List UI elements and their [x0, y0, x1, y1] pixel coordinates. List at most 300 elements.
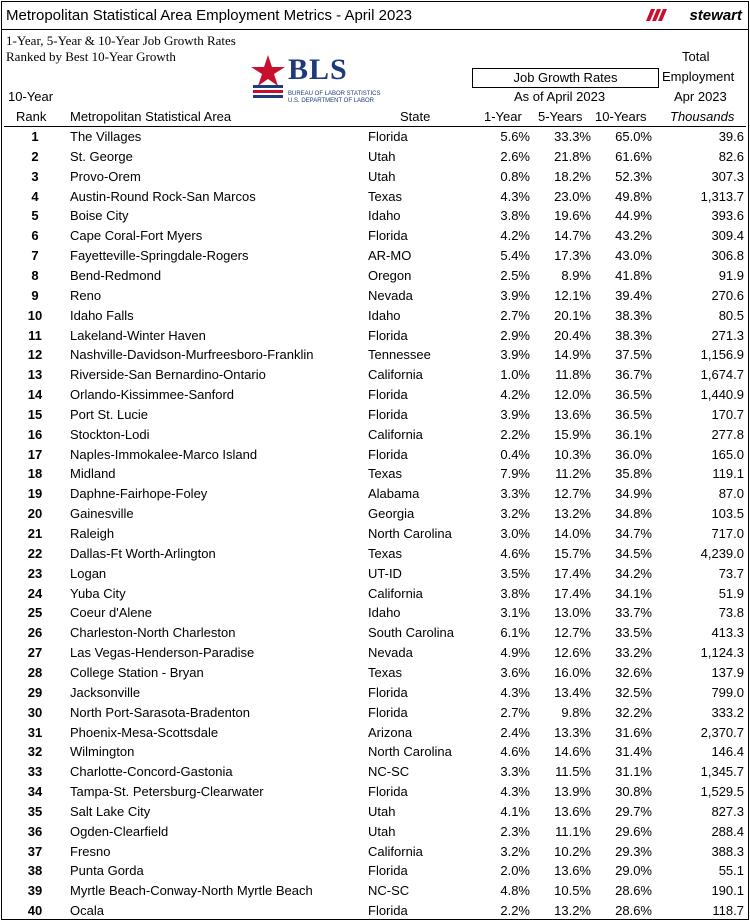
- growth-10yr-cell: 29.0%: [615, 863, 652, 879]
- growth-1yr-cell: 1.0%: [500, 367, 530, 383]
- growth-10yr-cell: 35.8%: [615, 466, 652, 482]
- table-row: [2, 723, 748, 743]
- table-row: [2, 504, 748, 524]
- growth-5yr-cell: 14.7%: [554, 228, 591, 244]
- growth-10yr-cell: 28.6%: [615, 883, 652, 899]
- msa-name-cell: Jacksonville: [70, 684, 141, 700]
- growth-1yr-cell: 3.9%: [500, 347, 530, 363]
- employment-cell: 799.0: [711, 684, 744, 700]
- growth-5yr-cell: 14.0%: [554, 526, 591, 541]
- employment-cell: 118.7: [712, 903, 744, 919]
- state-cell: Florida: [368, 903, 408, 919]
- employment-cell: 717.0: [711, 526, 744, 541]
- table-row: [2, 167, 748, 187]
- growth-1yr-cell: 3.3%: [500, 764, 530, 780]
- as-of-header: As of April 2023: [514, 89, 606, 104]
- employment-cell: 1,529.5: [700, 784, 744, 800]
- msa-name-cell: Idaho Falls: [70, 307, 134, 323]
- bls-star-icon: [250, 55, 286, 99]
- table-row: [2, 663, 748, 683]
- growth-10yr-cell: 61.6%: [615, 148, 652, 164]
- growth-10yr-cell: 36.5%: [615, 387, 652, 403]
- state-cell: North Carolina: [368, 744, 452, 760]
- table-row: [2, 782, 748, 802]
- table-row: [2, 623, 748, 643]
- rank-cell: 37: [27, 843, 43, 859]
- msa-name-cell: Tampa-St. Petersburg-Clearwater: [70, 784, 264, 800]
- growth-10yr-cell: 32.6%: [615, 664, 652, 680]
- growth-10yr-cell: 29.3%: [615, 843, 652, 859]
- employment-header-total: Total: [682, 49, 710, 64]
- bls-bureau-text: BUREAU OF LABOR STATISTICS: [288, 91, 381, 97]
- growth-5yr-cell: 15.7%: [554, 545, 591, 561]
- growth-10yr-cell: 43.0%: [615, 248, 652, 264]
- growth-1yr-cell: 2.7%: [500, 307, 530, 323]
- rank-cell: 30: [27, 704, 43, 720]
- table-row: [2, 861, 748, 881]
- rank-cell: 1: [31, 129, 39, 144]
- growth-1yr-cell: 2.7%: [500, 704, 530, 720]
- msa-name-cell: College Station - Bryan: [70, 664, 204, 680]
- employment-cell: 393.6: [711, 208, 744, 224]
- employment-header-date: Apr 2023: [674, 89, 727, 104]
- msa-name-cell: Wilmington: [70, 744, 135, 760]
- growth-10yr-cell: 65.0%: [615, 129, 652, 144]
- employment-cell: 288.4: [711, 823, 744, 839]
- growth-5yr-cell: 14.9%: [554, 347, 591, 363]
- table-row: [2, 544, 748, 564]
- msa-name-cell: Charlotte-Concord-Gastonia: [70, 764, 233, 780]
- bls-logo: [250, 53, 381, 107]
- growth-5yr-cell: 13.9%: [554, 784, 591, 800]
- state-cell: Tennessee: [368, 347, 431, 363]
- growth-10yr-cell: 52.3%: [615, 168, 652, 184]
- table-row: [2, 683, 748, 703]
- rank-header: Rank: [16, 109, 47, 124]
- growth-1yr-cell: 4.3%: [500, 784, 530, 800]
- table-row: [2, 881, 748, 901]
- msa-name-cell: North Port-Sarasota-Bradenton: [70, 704, 250, 720]
- state-cell: Florida: [368, 387, 408, 403]
- msa-name-cell: Riverside-San Bernardino-Ontario: [70, 367, 266, 383]
- employment-header-units: Thousands: [670, 109, 735, 124]
- growth-1yr-cell: 6.1%: [500, 625, 530, 641]
- table-row: [2, 306, 748, 326]
- employment-cell: 4,239.0: [700, 545, 744, 561]
- state-cell: California: [368, 426, 423, 442]
- growth-5yr-cell: 17.4%: [554, 585, 591, 601]
- year1-header: 1-Year: [484, 109, 522, 124]
- table-row: [2, 742, 748, 762]
- state-cell: South Carolina: [368, 625, 454, 641]
- growth-5yr-cell: 11.2%: [555, 466, 591, 482]
- state-cell: North Carolina: [368, 526, 452, 541]
- msa-name-cell: Lakeland-Winter Haven: [70, 327, 206, 343]
- growth-10yr-cell: 49.8%: [615, 188, 652, 204]
- growth-10yr-cell: 34.2%: [615, 565, 652, 581]
- msa-name-cell: Phoenix-Mesa-Scottsdale: [70, 724, 219, 740]
- employment-cell: 146.4: [711, 744, 744, 760]
- table-row: [2, 405, 748, 425]
- employment-cell: 333.2: [711, 704, 744, 720]
- state-cell: Idaho: [368, 605, 401, 621]
- state-cell: Florida: [368, 863, 408, 879]
- rank-cell: 38: [27, 863, 43, 879]
- employment-cell: 827.3: [711, 803, 744, 819]
- rank-cell: 5: [31, 208, 39, 224]
- msa-name-cell: Raleigh: [70, 526, 115, 541]
- growth-1yr-cell: 2.9%: [500, 327, 530, 343]
- growth-1yr-cell: 4.6%: [500, 744, 530, 760]
- growth-1yr-cell: 3.2%: [500, 506, 530, 522]
- table-row: [2, 802, 748, 822]
- table-row: [2, 385, 748, 405]
- growth-1yr-cell: 4.3%: [500, 188, 530, 204]
- growth-5yr-cell: 17.4%: [554, 565, 591, 581]
- employment-cell: 82.6: [718, 148, 744, 164]
- state-cell: Florida: [368, 704, 408, 720]
- growth-1yr-cell: 4.1%: [500, 803, 530, 819]
- state-cell: Florida: [368, 228, 408, 244]
- growth-1yr-cell: 3.1%: [500, 605, 530, 621]
- growth-1yr-cell: 4.2%: [500, 228, 530, 244]
- rank-cell: 9: [31, 287, 39, 303]
- table-row: [2, 564, 748, 584]
- growth-5yr-cell: 13.2%: [554, 903, 591, 919]
- msa-name-cell: Stockton-Lodi: [70, 426, 150, 442]
- table-row: [2, 822, 748, 842]
- growth-1yr-cell: 4.8%: [500, 883, 530, 899]
- employment-cell: 73.8: [718, 605, 744, 621]
- msa-name-cell: Reno: [70, 287, 102, 303]
- rank-cell: 25: [27, 605, 43, 621]
- stewart-brand: stewart: [689, 7, 742, 24]
- rank-cell: 29: [27, 684, 43, 700]
- bls-wordmark: BLS: [288, 53, 348, 86]
- growth-10yr-cell: 34.1%: [615, 585, 652, 601]
- table-row: [2, 147, 748, 167]
- employment-cell: 277.8: [711, 426, 744, 442]
- growth-10yr-cell: 44.9%: [615, 208, 652, 224]
- state-cell: Florida: [368, 784, 408, 800]
- state-cell: Arizona: [368, 724, 413, 740]
- msa-name-cell: Bend-Redmond: [70, 267, 162, 283]
- state-cell: Texas: [368, 188, 402, 204]
- growth-5yr-cell: 13.4%: [554, 684, 591, 700]
- rank-cell: 13: [27, 367, 43, 383]
- growth-10yr-cell: 36.1%: [615, 426, 652, 442]
- growth-1yr-cell: 5.6%: [500, 129, 530, 144]
- msa-name-cell: St. George: [70, 148, 133, 164]
- growth-1yr-cell: 2.6%: [500, 148, 530, 164]
- msa-name-cell: Gainesville: [70, 506, 134, 522]
- table-row: [2, 127, 748, 147]
- employment-cell: 1,124.3: [700, 645, 744, 661]
- table-row: [2, 484, 748, 504]
- state-cell: California: [368, 367, 423, 383]
- growth-1yr-cell: 3.5%: [500, 565, 530, 581]
- table-row: [2, 703, 748, 723]
- growth-1yr-cell: 0.8%: [500, 168, 530, 184]
- growth-rates-group-header: Job Growth Rates: [472, 68, 659, 88]
- table-row: [2, 345, 748, 365]
- year10-header: 10-Years: [595, 109, 647, 124]
- employment-cell: 91.9: [718, 267, 744, 283]
- table-row: [2, 445, 748, 465]
- growth-10yr-cell: 33.2%: [615, 645, 652, 661]
- growth-5yr-cell: 13.3%: [554, 724, 591, 740]
- growth-1yr-cell: 5.4%: [500, 248, 530, 264]
- rank-cell: 35: [27, 803, 43, 819]
- employment-cell: 2,370.7: [700, 724, 744, 740]
- growth-1yr-cell: 3.9%: [500, 287, 530, 303]
- growth-5yr-cell: 12.1%: [554, 287, 591, 303]
- msa-name-cell: Myrtle Beach-Conway-North Myrtle Beach: [70, 883, 313, 899]
- msa-name-cell: The Villages: [70, 129, 142, 144]
- growth-5yr-cell: 15.9%: [554, 426, 591, 442]
- metrics-sheet: [1, 1, 749, 920]
- rank-cell: 26: [27, 625, 43, 641]
- growth-10yr-cell: 31.4%: [615, 744, 652, 760]
- table-row: [2, 286, 748, 306]
- msa-name-cell: Yuba City: [70, 585, 126, 601]
- growth-10yr-cell: 32.5%: [615, 684, 652, 700]
- growth-5yr-cell: 33.3%: [554, 129, 591, 144]
- table-row: [2, 266, 748, 286]
- employment-cell: 190.1: [711, 883, 744, 899]
- growth-10yr-cell: 34.7%: [615, 526, 652, 541]
- table-row: [2, 643, 748, 663]
- subtitle-growth: 1-Year, 5-Year & 10-Year Job Growth Rates: [6, 33, 236, 48]
- state-cell: Utah: [368, 823, 396, 839]
- growth-10yr-cell: 34.5%: [615, 545, 652, 561]
- growth-5yr-cell: 14.6%: [554, 744, 591, 760]
- growth-5yr-cell: 11.1%: [555, 823, 591, 839]
- employment-cell: 119.1: [712, 466, 744, 482]
- growth-5yr-cell: 10.3%: [554, 446, 591, 462]
- growth-1yr-cell: 3.8%: [500, 208, 530, 224]
- table-row: [2, 603, 748, 623]
- employment-cell: 309.4: [711, 228, 744, 244]
- msa-name-cell: Punta Gorda: [70, 863, 144, 879]
- growth-10yr-cell: 36.0%: [615, 446, 652, 462]
- growth-5yr-cell: 23.0%: [554, 188, 591, 204]
- state-cell: NC-SC: [368, 764, 410, 780]
- rank-cell: 23: [27, 565, 43, 581]
- growth-10yr-cell: 37.5%: [615, 347, 652, 363]
- growth-1yr-cell: 4.3%: [500, 684, 530, 700]
- msa-name-cell: Boise City: [70, 208, 129, 224]
- growth-10yr-cell: 36.7%: [615, 367, 652, 383]
- growth-5yr-cell: 13.6%: [554, 406, 591, 422]
- growth-10yr-cell: 38.3%: [615, 327, 652, 343]
- table-row: [2, 842, 748, 862]
- rank-cell: 39: [27, 883, 43, 899]
- growth-1yr-cell: 3.8%: [500, 585, 530, 601]
- employment-cell: 1,440.9: [700, 387, 744, 403]
- state-cell: California: [368, 585, 423, 601]
- table-row: [2, 326, 748, 346]
- msa-name-cell: Port St. Lucie: [70, 406, 149, 422]
- growth-10yr-cell: 29.7%: [615, 803, 652, 819]
- employment-cell: 271.3: [711, 327, 744, 343]
- employment-cell: 165.0: [711, 446, 744, 462]
- rank-cell: 34: [27, 784, 43, 800]
- table-row: [2, 226, 748, 246]
- state-cell: Florida: [368, 327, 408, 343]
- growth-5yr-cell: 18.2%: [554, 168, 591, 184]
- msa-name-cell: Provo-Orem: [70, 168, 141, 184]
- state-cell: Oregon: [368, 267, 412, 283]
- employment-cell: 1,345.7: [700, 764, 744, 780]
- rank-cell: 19: [27, 486, 43, 502]
- growth-10yr-cell: 38.3%: [615, 307, 652, 323]
- growth-5yr-cell: 20.1%: [554, 307, 591, 323]
- employment-cell: 270.6: [711, 287, 744, 303]
- employment-header-employment: Employment: [662, 69, 735, 84]
- table-row: [2, 762, 748, 782]
- employment-cell: 51.9: [718, 585, 744, 601]
- growth-5yr-cell: 8.9%: [561, 267, 591, 283]
- employment-cell: 55.1: [718, 863, 744, 879]
- msa-name-cell: Las Vegas-Henderson-Paradise: [70, 645, 255, 661]
- state-cell: Idaho: [368, 208, 401, 224]
- growth-5yr-cell: 13.0%: [554, 605, 591, 621]
- msa-name-cell: Midland: [70, 466, 116, 482]
- msa-name-cell: Naples-Immokalee-Marco Island: [70, 446, 258, 462]
- growth-10yr-cell: 41.8%: [615, 267, 652, 283]
- state-cell: Texas: [368, 466, 402, 482]
- growth-1yr-cell: 2.0%: [500, 863, 530, 879]
- msa-header: Metropolitan Statistical Area: [70, 109, 232, 124]
- state-cell: Texas: [368, 664, 402, 680]
- msa-name-cell: Fayetteville-Springdale-Rogers: [70, 248, 249, 264]
- msa-name-cell: Fresno: [70, 843, 111, 859]
- msa-name-cell: Salt Lake City: [70, 803, 151, 819]
- table-row: [2, 425, 748, 445]
- state-cell: Alabama: [368, 486, 420, 502]
- growth-10yr-cell: 31.6%: [615, 724, 652, 740]
- employment-cell: 306.8: [711, 248, 744, 264]
- growth-10yr-cell: 33.5%: [615, 625, 652, 641]
- state-cell: Florida: [368, 129, 408, 144]
- state-cell: Georgia: [368, 506, 415, 522]
- state-cell: Florida: [368, 446, 408, 462]
- rank-cell: 16: [27, 426, 43, 442]
- state-cell: UT-ID: [368, 565, 402, 581]
- state-header: State: [400, 109, 431, 124]
- growth-1yr-cell: 2.4%: [500, 724, 530, 740]
- msa-name-cell: Dallas-Ft Worth-Arlington: [70, 545, 216, 561]
- state-cell: Florida: [368, 406, 408, 422]
- growth-5yr-cell: 12.0%: [554, 387, 591, 403]
- rank-cell: 10: [27, 307, 43, 323]
- rank-cell: 40: [27, 903, 43, 919]
- growth-1yr-cell: 0.4%: [500, 446, 530, 462]
- growth-5yr-cell: 10.5%: [554, 883, 591, 899]
- stewart-logo-icon: [646, 9, 668, 21]
- growth-10yr-cell: 31.1%: [615, 764, 652, 780]
- rank-cell: 31: [27, 724, 43, 740]
- rank-cell: 12: [27, 347, 43, 363]
- growth-5yr-cell: 12.7%: [554, 625, 591, 641]
- state-cell: Utah: [368, 168, 396, 184]
- msa-name-cell: Orlando-Kissimmee-Sanford: [70, 387, 235, 403]
- state-cell: California: [368, 843, 423, 859]
- growth-5yr-cell: 9.8%: [561, 704, 591, 720]
- msa-name-cell: Charleston-North Charleston: [70, 625, 236, 641]
- sheet-title: Metropolitan Statistical Area Employment Metrics - April 2023: [6, 7, 413, 24]
- growth-10yr-cell: 28.6%: [615, 903, 652, 919]
- state-cell: Utah: [368, 803, 396, 819]
- growth-10yr-cell: 29.6%: [615, 823, 652, 839]
- employment-cell: 388.3: [711, 843, 744, 859]
- state-cell: Nevada: [368, 645, 413, 661]
- employment-cell: 307.3: [711, 168, 744, 184]
- growth-1yr-cell: 4.6%: [500, 545, 530, 561]
- employment-cell: 103.5: [711, 506, 744, 522]
- state-cell: Nevada: [368, 287, 413, 303]
- msa-name-cell: Daphne-Fairhope-Foley: [70, 486, 208, 502]
- rank-cell: 21: [27, 526, 43, 541]
- rank-cell: 24: [27, 585, 43, 601]
- growth-5yr-cell: 11.5%: [555, 764, 591, 780]
- employment-cell: 73.7: [718, 565, 744, 581]
- table-row: [2, 246, 748, 266]
- employment-cell: 413.3: [711, 625, 744, 641]
- growth-10yr-cell: 34.8%: [615, 506, 652, 522]
- employment-cell: 170.7: [711, 406, 744, 422]
- growth-1yr-cell: 3.0%: [500, 526, 530, 541]
- state-cell: Utah: [368, 148, 396, 164]
- growth-5yr-cell: 12.6%: [554, 645, 591, 661]
- table-row: [2, 206, 748, 226]
- growth-5yr-cell: 20.4%: [554, 327, 591, 343]
- rank-cell: 33: [27, 764, 43, 780]
- employment-cell: 87.0: [718, 486, 744, 502]
- growth-1yr-cell: 3.9%: [500, 406, 530, 422]
- growth-1yr-cell: 3.2%: [500, 843, 530, 859]
- growth-1yr-cell: 2.3%: [500, 823, 530, 839]
- state-cell: Florida: [368, 684, 408, 700]
- growth-10yr-cell: 36.5%: [615, 406, 652, 422]
- growth-5yr-cell: 13.6%: [554, 803, 591, 819]
- growth-5yr-cell: 21.8%: [554, 148, 591, 164]
- rank-cell: 27: [27, 645, 43, 661]
- state-cell: Idaho: [368, 307, 401, 323]
- employment-cell: 1,156.9: [700, 347, 744, 363]
- rank-cell: 8: [31, 267, 39, 283]
- subtitle-ranked: Ranked by Best 10-Year Growth: [6, 49, 176, 64]
- table-row: [2, 524, 748, 544]
- msa-name-cell: Logan: [70, 565, 107, 581]
- msa-name-cell: Cape Coral-Fort Myers: [70, 228, 203, 244]
- rank-cell: 17: [27, 446, 43, 462]
- growth-1yr-cell: 7.9%: [500, 466, 530, 482]
- msa-name-cell: Austin-Round Rock-San Marcos: [70, 188, 256, 204]
- growth-5yr-cell: 19.6%: [554, 208, 591, 224]
- state-cell: Texas: [368, 545, 402, 561]
- table-row: [2, 464, 748, 484]
- growth-1yr-cell: 4.9%: [500, 645, 530, 661]
- growth-10yr-cell: 30.8%: [615, 784, 652, 800]
- growth-1yr-cell: 3.6%: [500, 664, 530, 680]
- growth-1yr-cell: 2.5%: [500, 267, 530, 283]
- growth-5yr-cell: 11.8%: [555, 367, 591, 383]
- state-cell: NC-SC: [368, 883, 410, 899]
- state-cell: AR-MO: [368, 248, 412, 264]
- growth-1yr-cell: 2.2%: [500, 903, 530, 919]
